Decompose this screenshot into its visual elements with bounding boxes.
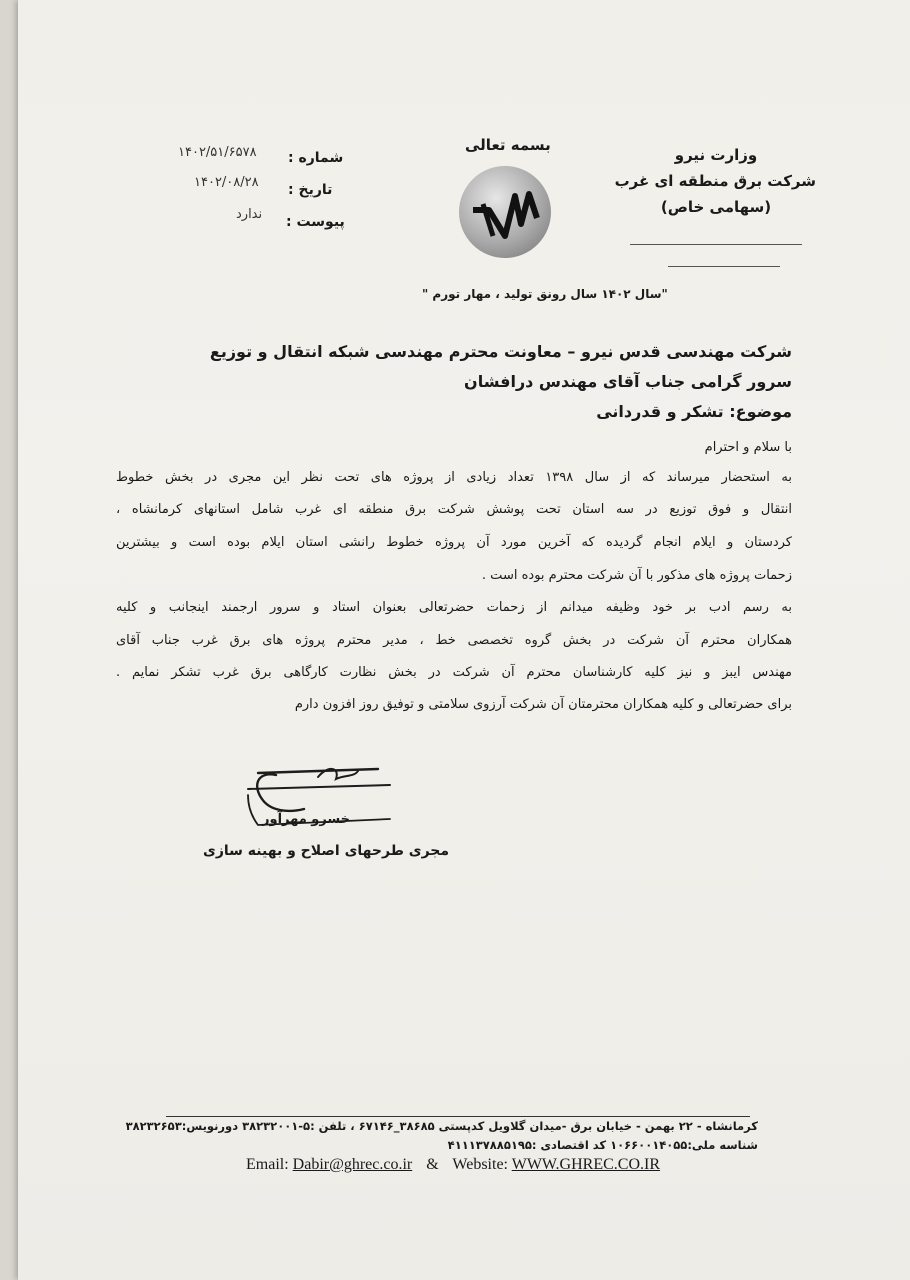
meta-date-value: ۱۴۰۲/۰۸/۲۸ [194, 175, 259, 190]
body-line: انتقال و فوق توزیع در سه استان تحت پوشش شرکت برق منطقه ای غرب شامل استانهای کرمانشاه ، [116, 502, 792, 517]
meta-date-label: تاریخ : [288, 182, 333, 198]
footer-address: کرمانشاه - ۲۲ بهمن - خیابان برق -میدان گلاویل کدپستی ۳۸۶۸۵_۶۷۱۴۶ ، تلفن :۵-۳۸۲۳۲۰۰۱ دورنویس:۳۸۲۳۲۶۵۳ [125, 1119, 758, 1133]
addressee-line-2: سرور گرامی جناب آقای مهندس درافشان [464, 372, 792, 391]
org-line-company: شرکت برق منطقه ای غرب [614, 172, 816, 190]
company-logo [459, 166, 551, 258]
greeting: با سلام و احترام [704, 440, 792, 455]
signatory-name: خسرو مهرآور [262, 812, 351, 827]
letter-page [18, 0, 910, 1280]
year-slogan: "سال ۱۴۰۲ سال رونق تولید ، مهار تورم " [422, 287, 668, 301]
meta-attachment-value: ندارد [236, 207, 263, 222]
footer-contact [246, 1156, 660, 1174]
signatory-title: مجری طرحهای اصلاح و بهینه سازی [203, 843, 450, 859]
website-label: Website: [452, 1156, 508, 1173]
org-line-ministry: وزارت نیرو [674, 146, 758, 164]
lightning-logo-icon [459, 166, 551, 258]
meta-number-value: ۱۴۰۲/۵۱/۶۵۷۸ [178, 145, 257, 160]
org-line-type: (سهامی خاص) [660, 198, 772, 216]
email-label: Email: [246, 1156, 289, 1173]
body-line: به استحضار میرساند که از سال ۱۳۹۸ تعداد زیادی از پروژه های تحت نظر این مجری در بخش خطوط [116, 470, 792, 485]
bismillah-heading: بسمه تعالی [465, 136, 551, 154]
body-line: همکاران محترم آن شرکت در بخش گروه تخصصی خط ، مدیر محترم پروژه های برق غرب جناب آقای [116, 633, 792, 648]
org-divider-2 [668, 266, 780, 267]
footer-ids: شناسه ملی:۱۰۶۶۰۰۱۴۰۵۵ کد اقتصادی :۴۱۱۱۳۷۸۸۵۱۹۵ [447, 1138, 758, 1152]
org-block [616, 142, 816, 220]
body-line: کردستان و ایلام انجام گردیده که آخرین مورد آن پروژه خطوط رانشی استان ایلام بوده است و بیشترین [116, 535, 792, 550]
body-line: برای حضرتعالی و کلیه همکاران محترمتان آن شرکت آرزوی سلامتی و توفیق روز افزون دارم [294, 697, 792, 712]
body-line: مهندس ایبز و نیز کلیه کارشناسان محترم آن شرکت در بخش نظارت کارگاهی برق غرب تشکر نمایم . [116, 665, 792, 680]
meta-number-label: شماره : [288, 150, 344, 166]
website-link[interactable]: WWW.GHREC.CO.IR [511, 1156, 661, 1173]
meta-attachment-label: پیوست : [286, 214, 345, 230]
footer-divider [166, 1116, 750, 1117]
handwritten-signature [218, 755, 408, 845]
subject-line: موضوع: تشکر و قدردانی [596, 402, 792, 421]
org-divider-1 [630, 244, 802, 245]
addressee-line-1: شرکت مهندسی قدس نیرو – معاونت محترم مهندسی شبکه انتقال و توزیع [209, 342, 792, 361]
body-line: به رسم ادب بر خود وظیفه میدانم از زحمات حضرتعالی بعنوان استاد و سرور ارجمند اینجانب و کلیه [116, 600, 792, 615]
contact-separator: & [426, 1156, 439, 1173]
body-line: زحمات پروژه های مذکور با آن شرکت محترم بوده است . [481, 568, 792, 583]
email-link[interactable]: Dabir@ghrec.co.ir [292, 1156, 413, 1173]
